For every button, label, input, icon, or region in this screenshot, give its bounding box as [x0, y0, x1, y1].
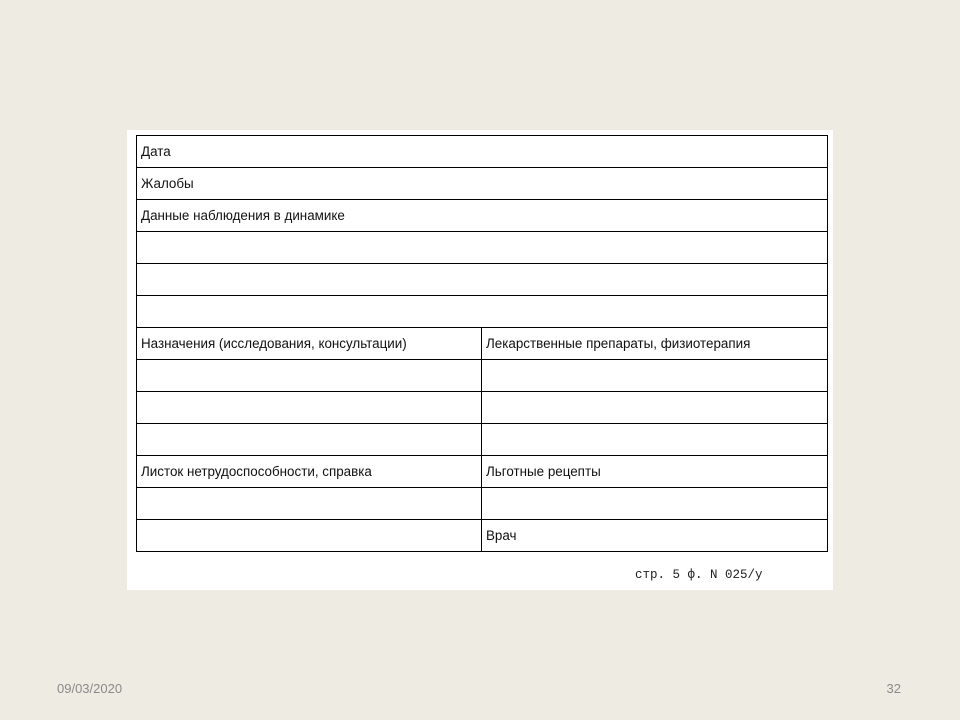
slide-date: 09/03/2020	[57, 681, 123, 696]
table-row	[137, 424, 828, 456]
blank-cell	[482, 488, 828, 520]
blank-cell	[137, 392, 482, 424]
preferential-prescriptions-header: Льготные рецепты	[482, 456, 828, 488]
blank-cell	[137, 424, 482, 456]
doctor-field: Врач	[482, 520, 828, 552]
form-table	[136, 135, 828, 552]
prescriptions-header: Назначения (исследования, консультации)	[137, 328, 482, 360]
date-field: Дата	[137, 136, 828, 168]
blank-cell	[482, 424, 828, 456]
blank-cell	[137, 360, 482, 392]
blank-cell	[137, 296, 828, 328]
table-row	[137, 456, 828, 488]
blank-cell	[137, 488, 482, 520]
blank-cell	[482, 360, 828, 392]
table-row	[137, 264, 828, 296]
form-code: стр. 5 ф. N 025/у	[635, 568, 763, 582]
sick-leave-header: Листок нетрудоспособности, справка	[137, 456, 482, 488]
complaints-field: Жалобы	[137, 168, 828, 200]
blank-cell	[482, 392, 828, 424]
blank-cell	[137, 520, 482, 552]
table-row	[137, 200, 828, 232]
medical-record-form	[127, 130, 833, 590]
blank-cell	[137, 232, 828, 264]
table-row	[137, 296, 828, 328]
medications-header: Лекарственные препараты, физиотерапия	[482, 328, 828, 360]
table-row	[137, 392, 828, 424]
slide-number: 32	[886, 681, 901, 696]
table-row	[137, 168, 828, 200]
observation-field: Данные наблюдения в динамике	[137, 200, 828, 232]
table-row	[137, 232, 828, 264]
table-row	[137, 488, 828, 520]
table-row	[137, 136, 828, 168]
table-row	[137, 520, 828, 552]
blank-cell	[137, 264, 828, 296]
table-row	[137, 328, 828, 360]
table-row	[137, 360, 828, 392]
